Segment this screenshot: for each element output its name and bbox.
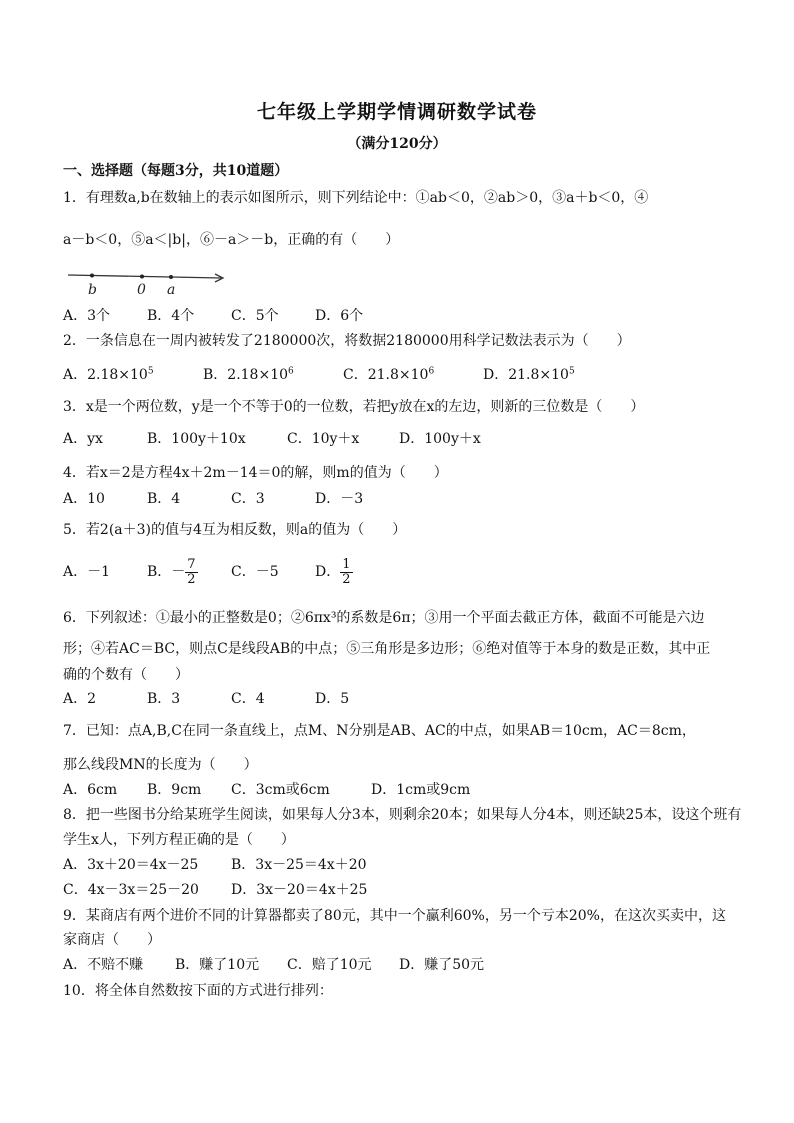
point-a <box>169 275 173 279</box>
q4-option-a[interactable]: A．10 <box>63 491 105 507</box>
q5-option-c[interactable]: C．－5 <box>231 564 279 580</box>
q9-stem-line1: 9．某商店有两个进价不同的计算器都卖了80元，其中一个赢利60%，另一个亏本20%，在这次买卖中，这 <box>63 908 726 924</box>
q7-option-d[interactable]: D．1cm或9cm <box>371 782 471 798</box>
q4-option-b[interactable]: B．4 <box>147 491 181 507</box>
q9-option-b[interactable]: B．赚了10元 <box>175 957 260 973</box>
q3-option-c[interactable]: C．10y＋x <box>287 431 360 447</box>
point-zero <box>140 275 144 279</box>
number-line-figure <box>66 266 236 298</box>
page-title: 七年级上学期学情调研数学试卷 <box>256 101 537 123</box>
q8-option-b[interactable]: B．3x－25＝4x＋20 <box>231 857 367 873</box>
q8-options-row1 <box>63 855 367 875</box>
q2-stem: 2．一条信息在一周内被转发了2180000次，将数据2180000用科学记数法表示为（ ） <box>63 333 631 349</box>
q7-stem-line2: 那么线段MN的长度为（ ） <box>63 757 258 773</box>
q7-stem-line1: 7．已知：点A,B,C在同一条直线上，点M、N分别是AB、AC的中点，如果AB＝10cm，AC＝8cm， <box>63 723 696 739</box>
q2-option-c[interactable]: C．$21.8\times 10^6$ <box>343 366 435 383</box>
q6-stem-line1: 6．下列叙述：①最小的正整数是0；②6πx³的系数是6π；③用一个平面去截正方体，截面不可能是六边 <box>63 610 705 626</box>
q9-stem-line2: 家商店（ ） <box>63 932 161 948</box>
q5-options <box>63 552 353 592</box>
page-subtitle: （满分120分） <box>347 136 447 152</box>
q10-stem: 10．将全体自然数按下面的方式进行排列： <box>63 983 333 999</box>
q1-option-c[interactable]: C．5个 <box>231 308 279 324</box>
q7-option-c[interactable]: C．3cm或6cm <box>231 782 330 798</box>
q1-stem-line2: a－b＜0，⑤a＜|b|，⑥－a＞－b，正确的有（ ） <box>63 232 400 248</box>
q6-option-b[interactable]: B．3 <box>147 691 181 707</box>
label-a: a <box>167 282 176 298</box>
q8-option-c[interactable]: C．4x－3x＝25－20 <box>63 882 199 898</box>
q3-option-d[interactable]: D．100y＋x <box>399 431 481 447</box>
q6-stem-line3: 确的个数有（ ） <box>63 667 189 683</box>
q6-option-a[interactable]: A．2 <box>63 691 97 707</box>
q8-options-row2 <box>63 880 367 900</box>
q9-option-d[interactable]: D．赚了50元 <box>399 957 485 973</box>
q4-options <box>63 489 363 509</box>
q7-option-b[interactable]: B．9cm <box>147 782 202 798</box>
point-b <box>90 274 94 278</box>
q2-option-d[interactable]: D．$21.8\times 10^5$ <box>483 366 575 383</box>
q8-option-a[interactable]: A．3x＋20＝4x－25 <box>63 857 199 873</box>
q6-options <box>63 689 349 709</box>
q6-stem-line2: 形；④若AC＝BC，则点C是线段AB的中点；⑤三角形是多边形；⑥绝对值等于本身的数是正数，其中正 <box>63 641 711 657</box>
q1-option-b[interactable]: B．4个 <box>147 308 195 324</box>
q1-option-d[interactable]: D．6个 <box>315 308 364 324</box>
q3-option-a[interactable]: A．yx <box>63 431 103 447</box>
q4-option-d[interactable]: D．－3 <box>315 491 364 507</box>
section-heading: 一、选择题（每题3分，共10道题） <box>63 163 289 179</box>
q9-option-a[interactable]: A．不赔不赚 <box>63 957 144 973</box>
q5-option-b[interactable]: B．－ $\frac{7}{2}$ <box>147 556 196 587</box>
q8-stem-line2: 学生x人，下列方程正确的是（ ） <box>63 832 295 848</box>
q9-options <box>63 955 484 975</box>
label-zero: 0 <box>137 282 146 298</box>
q1-options <box>63 306 363 326</box>
q6-option-d[interactable]: D．5 <box>315 691 350 707</box>
q1-stem-line1: 1．有理数a,b在数轴上的表示如图所示，则下列结论中：①ab＜0，②ab＞0，③a＋b＜0，④ <box>63 190 649 206</box>
q8-stem-line1: 8．把一些图书分给某班学生阅读，如果每人分3本，则剩余20本；如果每人分4本，则还缺25本，设这个班有 <box>63 807 742 823</box>
q8-option-d[interactable]: D．3x－20＝4x＋25 <box>231 882 368 898</box>
q3-options <box>63 429 481 449</box>
q3-stem: 3．x是一个两位数，y是一个不等于0的一位数，若把y放在x的左边，则新的三位数是（ ） <box>63 399 645 415</box>
q5-stem: 5．若2(a＋3)的值与4互为相反数，则a的值为（ ） <box>63 522 407 538</box>
q7-option-a[interactable]: A．6cm <box>63 782 118 798</box>
q5-option-a[interactable]: A．－1 <box>63 564 111 580</box>
q4-stem: 4．若x＝2是方程4x＋2m－14＝0的解，则m的值为（ ） <box>63 465 448 481</box>
q9-option-c[interactable]: C．赔了10元 <box>287 957 372 973</box>
label-b: b <box>88 282 97 298</box>
q4-option-c[interactable]: C．3 <box>231 491 265 507</box>
q2-options <box>63 365 575 385</box>
q5-option-d[interactable]: D． $\frac{1}{2}$ <box>315 556 351 587</box>
q6-option-c[interactable]: C．4 <box>231 691 265 707</box>
q3-option-b[interactable]: B．100y＋10x <box>147 431 246 447</box>
q2-option-b[interactable]: B．$2.18\times 10^6$ <box>203 366 294 383</box>
q7-options <box>63 780 470 800</box>
q2-option-a[interactable]: A．$2.18\times 10^5$ <box>63 366 154 383</box>
q1-option-a[interactable]: A．3个 <box>63 308 111 324</box>
